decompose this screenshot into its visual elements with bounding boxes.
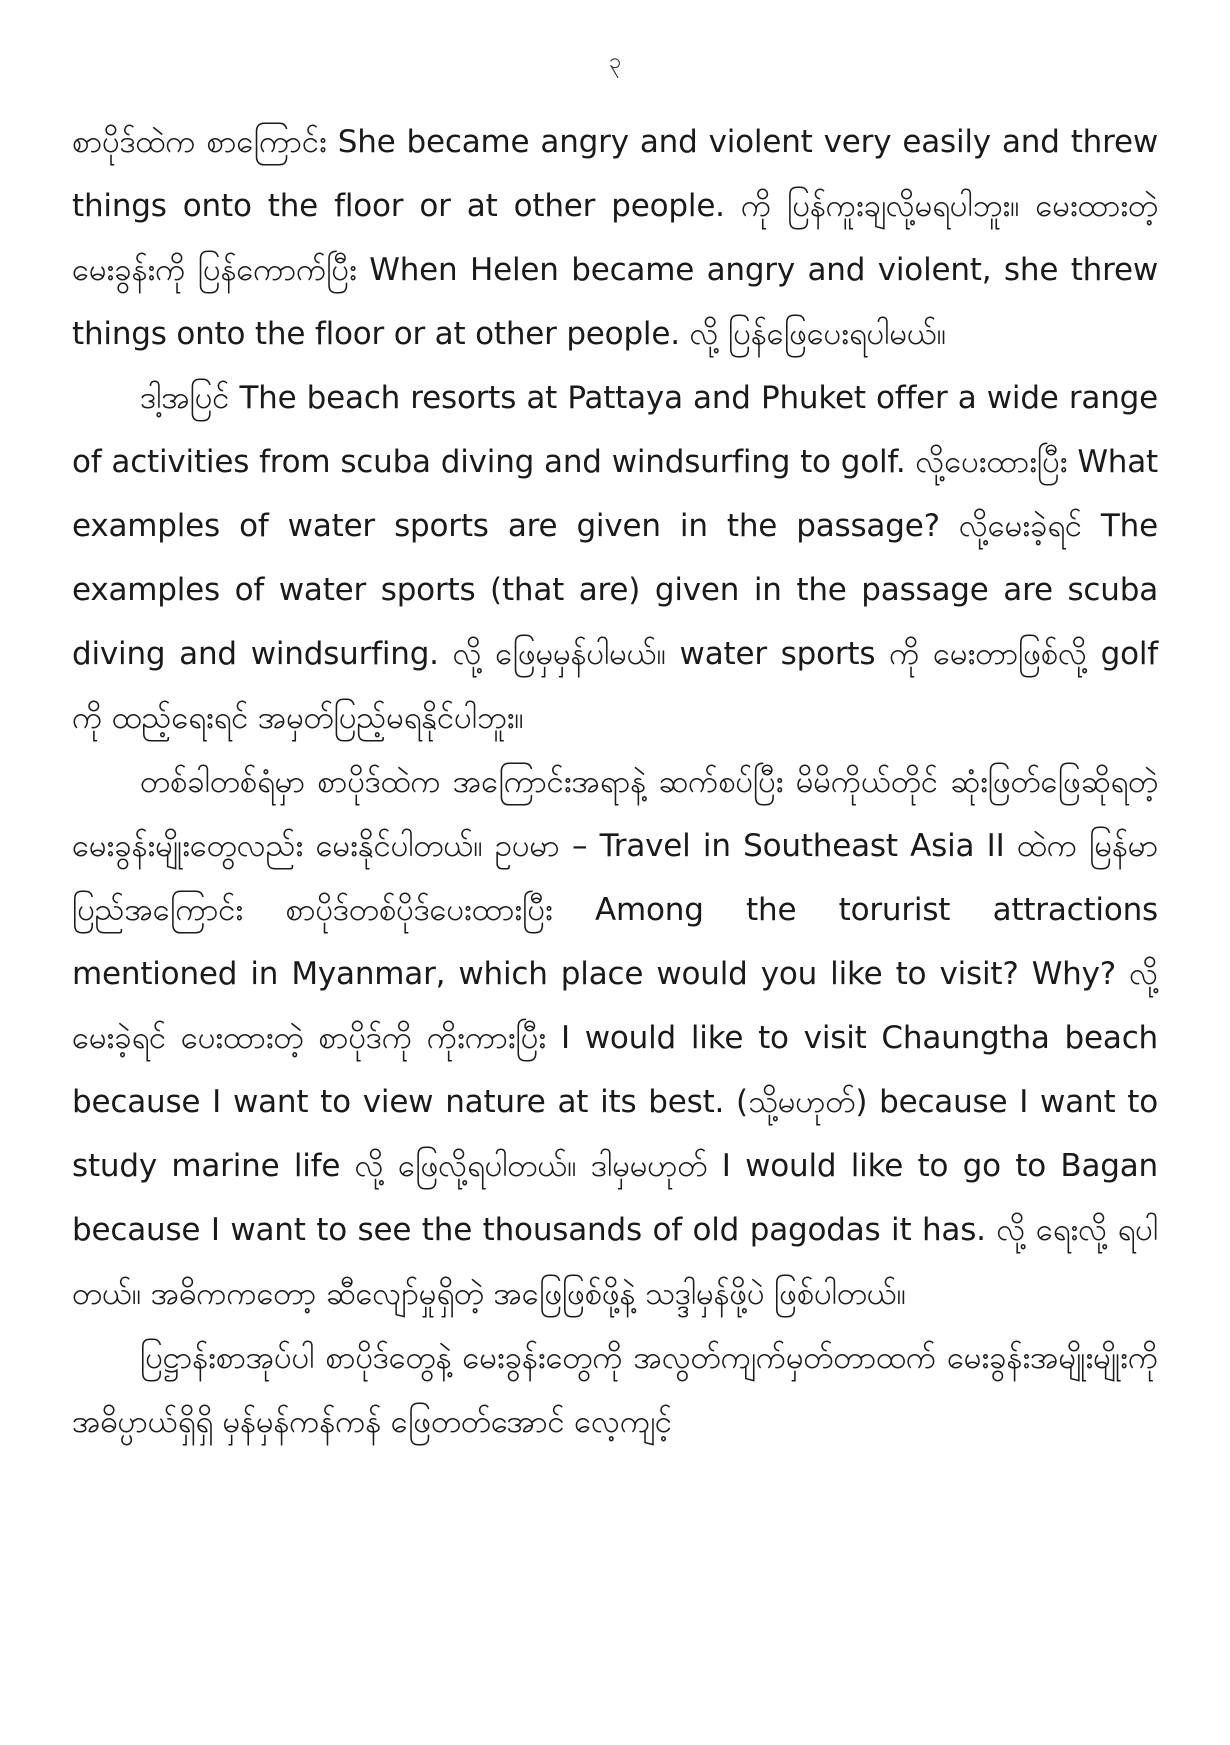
paragraph-4: ပြဋ္ဌာန်းစာအုပ်ပါ စာပိုဒ်တွေနဲ့ မေးခွန်းတွေကို အလွတ်ကျက်မှတ်တာထက် မေးခွန်းအမျိုးမျိုးကို အဓိပ္ပာယ်ရှိရှိ မှန်မှန်ကန်ကန် ဖြေတတ်အောင် လေ့ကျင့် [72,1340,1158,1440]
page-number: ၃ [608,49,622,74]
paragraph-1: စာပိုဒ်ထဲက စာကြောင်း She became angry and violent very easily and threw things onto the floor or at other people. ကို ပြန်ကူးချလို့မရပါဘူး။ မေးထားတဲ့ မေးခွန်းကို ပြန်ကောက်ပြီး When Helen became angry and violent, she threw things onto the floor or at other people. လို့ ပြန်ဖြေပေးရပါမယ်။ [72,124,1158,352]
document-body [72,110,1158,1454]
paragraph-3: တစ်ခါတစ်ရံမှာ စာပိုဒ်ထဲက အကြောင်းအရာနဲ့ ဆက်စပ်ပြီး မိမိကိုယ်တိုင် ဆုံးဖြတ်ဖြေဆိုရတဲ့ မေးခွန်းမျိုးတွေလည်း မေးနိုင်ပါတယ်။ ဥပမာ – Travel in Southeast Asia II ထဲက မြန်မာပြည်အကြောင်း စာပိုဒ်တစ်ပိုဒ်ပေးထားပြီး Among the torurist attractions mentioned in Myanmar, which place would you like to visit? Why? လို့မေးခဲ့ရင် ပေးထားတဲ့ စာပိုဒ်ကို ကိုးကားပြီး I would like to visit Chaungtha beach because I want to view nature at its best. (သို့မဟုတ်) because I want to study marine life လို့ ဖြေလို့ရပါတယ်။ ဒါမှမဟုတ် I would like to go to Bagan because I want to see the thousands of old pagodas it has. လို့ ရေးလို့ ရပါတယ်။ အဓိကကတော့ ဆီလျော်မှုရှိတဲ့ အဖြေဖြစ်ဖို့နဲ့ သဒ္ဒါမှန်ဖို့ပဲ ဖြစ်ပါတယ်။ [72,764,1158,1312]
paragraph-2: ဒါ့အပြင် The beach resorts at Pattaya and Phuket offer a wide range of activities from scuba diving and windsurfing to golf. လို့ပေးထားပြီး What examples of water sports are given in the passage? လို့မေးခဲ့ရင် The examples of water sports (that are) given in the passage are scuba diving and windsurfing. လို့ ဖြေမှမှန်ပါမယ်။ water sports ကို မေးတာဖြစ်လို့ golf ကို ထည့်ရေးရင် အမှတ်ပြည့်မရနိုင်ပါဘူး။ [72,380,1158,736]
